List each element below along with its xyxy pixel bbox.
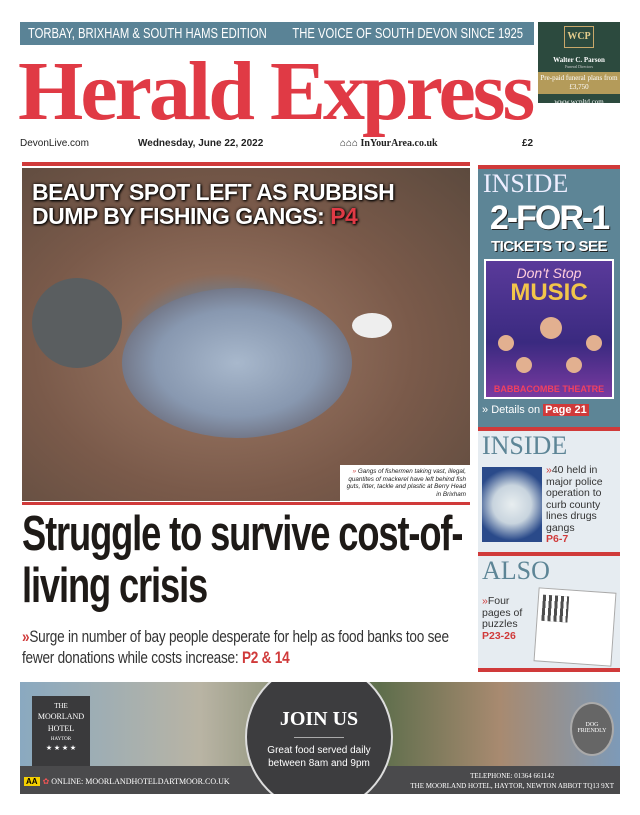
food-hours: Great food served daily between 8am and 9pm	[267, 745, 371, 769]
join-us-badge	[245, 682, 393, 794]
hotel-logo: THE MOORLAND HOTEL HAYTOR ★ ★ ★ ★	[32, 696, 90, 766]
partner-logo: ⌂⌂⌂ InYourArea.co.uk	[340, 138, 438, 149]
poster-title: Don't Stop	[516, 265, 582, 281]
ad-name: Walter C. Parson	[553, 56, 605, 64]
promo-offer: 2-FOR-1	[489, 199, 609, 237]
ad-url: www.wcpltd.com	[554, 98, 604, 106]
lead-photo[interactable]	[22, 168, 470, 501]
promo-details[interactable]: » Details on Page 21	[482, 404, 587, 416]
ad-online[interactable]: AA ✿ ONLINE: MOORLANDHOTELDARTMOOR.CO.UK	[26, 777, 230, 786]
puzzles-promo[interactable]	[478, 552, 620, 672]
inside-story[interactable]	[478, 427, 620, 552]
dateline	[20, 138, 534, 152]
poster-venue: BABBACOMBE THEATRE	[493, 384, 605, 394]
fish-pile	[122, 288, 352, 438]
ad-contact: TELEPHONE: 01364 661142 THE MOORLAND HOTEL, HAYTOR, NEWTON ABBOT TQ13 9XT	[410, 772, 614, 790]
performer-photo	[566, 357, 582, 373]
ad-subtitle: Funeral Directors	[564, 64, 594, 69]
house-icon: ⌂⌂⌂	[340, 138, 361, 149]
also-label: ALSO	[482, 556, 550, 585]
issue-date: Wednesday, June 22, 2022	[138, 138, 264, 149]
bucket-shape	[32, 278, 122, 368]
photo-headline[interactable]: BEAUTY SPOT LEFT AS RUBBISH DUMP BY FISHING GANGS: P4	[32, 179, 395, 229]
masthead: Herald Express	[18, 45, 533, 138]
lead-headline[interactable]: Struggle to survive cost-of-living crisis	[22, 507, 463, 613]
performer-photo	[516, 357, 532, 373]
puzzle-page-image	[534, 587, 617, 666]
join-us-text: JOIN US	[279, 708, 359, 730]
aa-logo: AA	[26, 777, 38, 786]
ad-offer: Pre-paid funeral plans from £3,750	[538, 72, 620, 94]
photo-caption: » Gangs of fishermen taking vast, illegal, quantites of mackerel have left behind fish guts, litter, tackle and plastic at Berry Head in Brixham	[340, 465, 470, 501]
lead-standfirst: »Surge in number of bay people desperate for help as food banks too see fewer donations while costs increase: P2 & 14	[22, 627, 449, 667]
funeral-ad[interactable]	[538, 22, 620, 106]
promo-label: INSIDE	[483, 169, 569, 198]
hotel-ad[interactable]	[20, 682, 620, 794]
poster-title-main: MUSIC	[510, 279, 588, 306]
divider	[22, 162, 470, 166]
performer-photo	[498, 335, 514, 351]
show-poster	[484, 259, 614, 399]
wcp-logo: WCP	[564, 26, 594, 48]
ticket-promo[interactable]	[478, 165, 620, 427]
tagline: THE VOICE OF SOUTH DEVON SINCE 1925	[292, 25, 523, 42]
drugs-photo	[482, 467, 542, 542]
plastic-bag	[352, 313, 392, 338]
promo-subtitle: TICKETS TO SEE	[490, 238, 608, 255]
performer-photo	[540, 317, 562, 339]
divider	[22, 502, 470, 505]
dog-friendly-badge: DOG FRIENDLY	[570, 702, 614, 756]
edition-label: TORBAY, BRIXHAM & SOUTH HAMS EDITION	[28, 25, 267, 42]
price: £2	[522, 138, 534, 149]
also-text: »Four pages of puzzles P23-26	[482, 595, 523, 642]
rosette-icon: ✿	[42, 777, 52, 786]
sidebar	[478, 165, 620, 672]
inside-label: INSIDE	[482, 431, 568, 460]
inside-text: »40 held in major police operation to curb county lines drugs gangs P6-7	[546, 464, 603, 545]
performer-photo	[586, 335, 602, 351]
website-link[interactable]: DevonLive.com	[20, 138, 89, 149]
